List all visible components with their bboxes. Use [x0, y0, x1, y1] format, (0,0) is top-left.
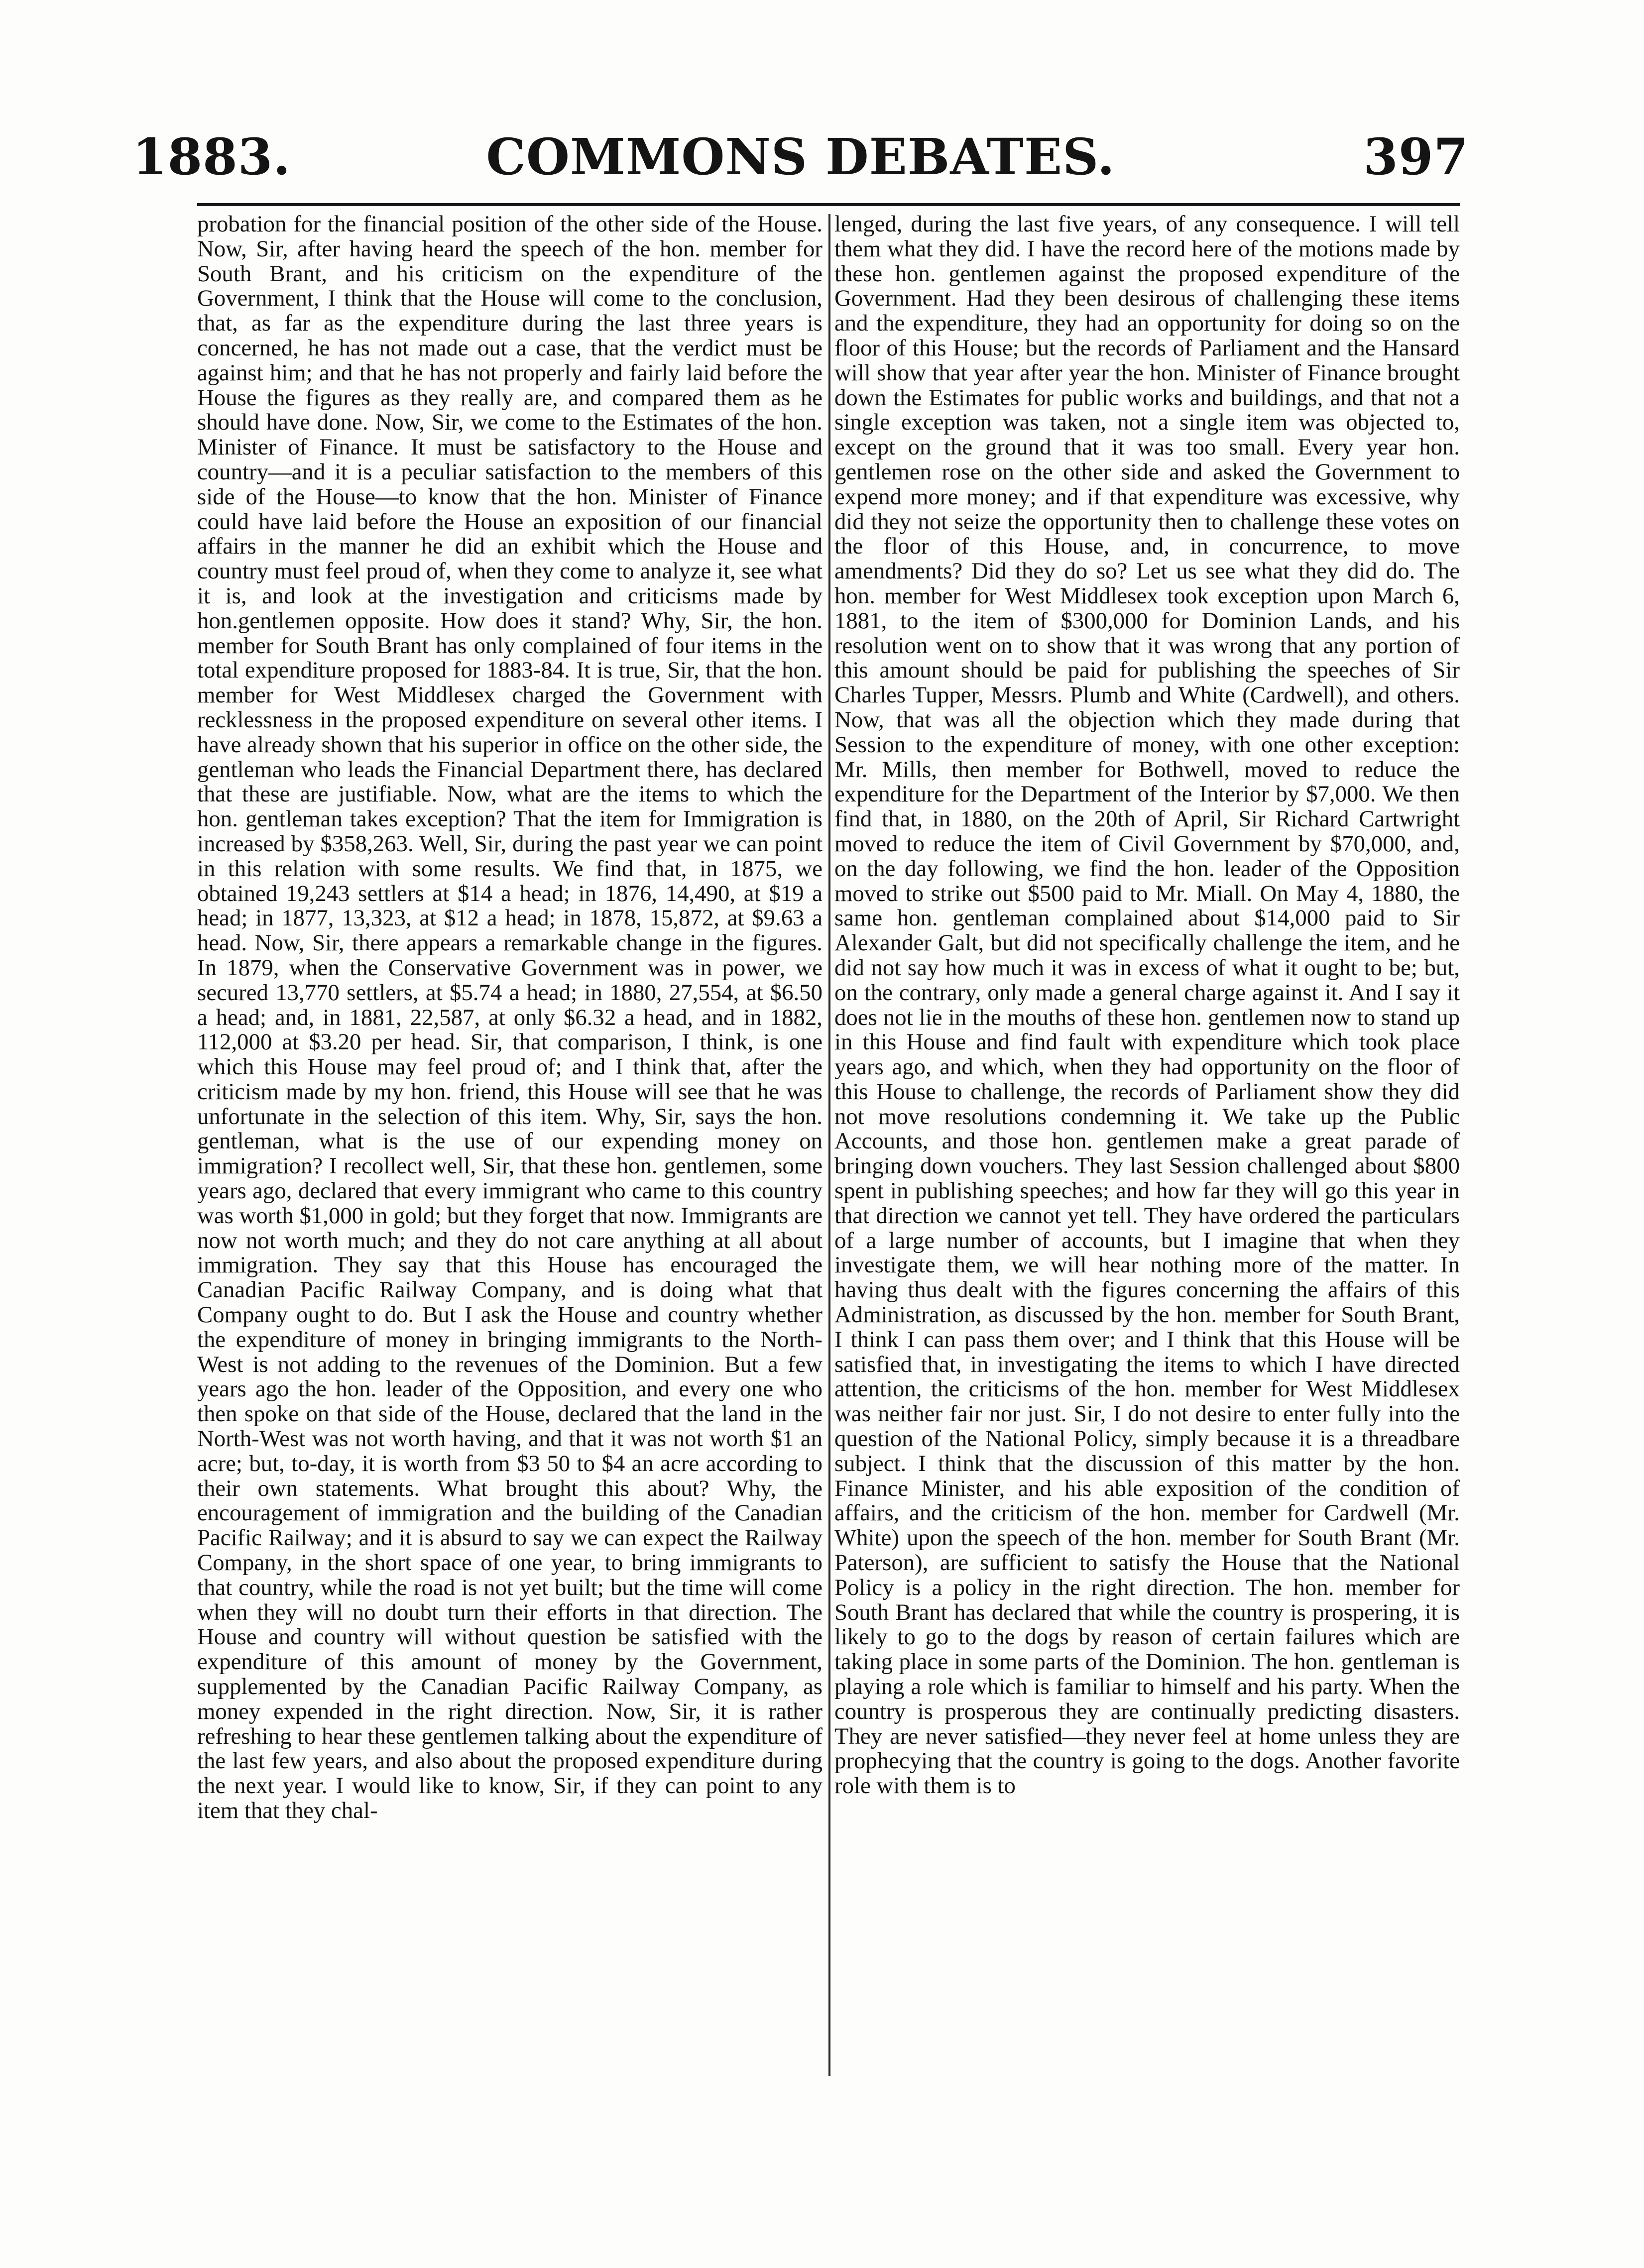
header-rule	[197, 203, 1460, 206]
page-number: 397	[1363, 127, 1469, 186]
header-title: COMMONS DEBATES.	[486, 127, 1115, 186]
running-head	[132, 119, 1469, 194]
right-column-text: lenged, during the last five years, of any consequence. I will tell them what they did. I have the record here of the motions made by these hon. gentlemen against the proposed expenditure of the Government. Had they been desirous of challenging these items and the expenditure, they had an opportunity for doing so on the floor of this House; but the records of Parliament and the Hansard will show that year after year the hon. Minister of Finance brought down the Estimates for public works and buildings, and that not a single exception was taken, not a single item was objected to, except on the ground that it was too small. Every year hon. gentlemen rose on the other side and asked the Government to expend more money; and if that expenditure was excessive, why did they not seize the opportunity then to challenge these votes on the floor of this House, and, in concurrence, to move amendments? Did they do so? Let us see what they did do. The hon. member for West Middlesex took exception upon March 6, 1881, to the item of $300,000 for Dominion Lands, and his resolution went on to show that it was wrong that any portion of this amount should be paid for publishing the speeches of Sir Charles Tupper, Messrs. Plumb and White (Cardwell), and others. Now, that was all the objection which they made during that Session to the expenditure of money, with one other exception: Mr. Mills, then member for Bothwell, moved to reduce the expenditure for the Department of the Interior by $7,000. We then find that, in 1880, on the 20th of April, Sir Richard Cartwright moved to reduce the item of Civil Government by $70,000, and, on the day following, we find the hon. leader of the Opposition moved to strike out $500 paid to Mr. Miall. On May 4, 1880, the same hon. gentleman complained about $14,000 paid to Sir Alexander Galt, but did not specifically challenge the item, and he did not say how much it was in excess of what it ought to be; but, on the contrary, only made a general charge against it. And I say it does not lie in the mouths of these hon. gentlemen now to stand up in this House and find fault with expenditure which took place years ago, and which, when they had opportunity on the floor of this House to challenge, the records of Parliament show they did not move resolutions condemning it. We take up the Public Accounts, and those hon. gentlemen make a great parade of bringing down vouchers. They last Session challenged about $800 spent in publishing speeches; and how far they will go this year in that direction we cannot yet tell. They have ordered the particulars of a large number of accounts, but I imagine that when they investigate them, we will hear nothing more of the matter. In having thus dealt with the figures concerning the affairs of this Administration, as discussed by the hon. member for South Brant, I think I can pass them over; and I think that this House will be satisfied that, in investigating the items to which I have directed attention, the criticisms of the hon. member for West Middlesex was neither fair nor just. Sir, I do not desire to enter fully into the question of the National Policy, simply because it is a threadbare subject. I think that the discussion of this matter by the hon. Finance Minister, and his able exposition of the condition of affairs, and the criticism of the hon. member for Cardwell (Mr. White) upon the speech of the hon. member for South Brant (Mr. Paterson), are sufficient to satisfy the House that the National Policy is a policy in the right direction. The hon. member for South Brant has declared that while the country is prospering, it is likely to go to the dogs by reason of certain failures which are taking place in some parts of the Dominion. The hon. gentleman is playing a role which is familiar to himself and his party. When the country is prosperous they are continually predicting disasters. They are never satisfied—they never feel at home unless they are prophecying that the country is going to the dogs. Another favorite role with them is to	[834, 212, 1460, 1799]
left-column	[197, 212, 822, 2084]
column-divider	[828, 214, 830, 2076]
right-column	[834, 212, 1460, 2084]
left-column-text: probation for the financial position of the other side of the House. Now, Sir, after having heard the speech of the hon. member for South Brant, and his criticism on the expenditure of the Government, I think that the House will come to the conclusion, that, as far as the expenditure during the last three years is concerned, he has not made out a case, that the verdict must be against him; and that he has not properly and fairly laid before the House the figures as they really are, and compared them as he should have done. Now, Sir, we come to the Estimates of the hon. Minister of Finance. It must be satisfactory to the House and country—and it is a peculiar satisfaction to the members of this side of the House—to know that the hon. Minister of Finance could have laid before the House an exposition of our financial affairs in the manner he did an exhibit which the House and country must feel proud of, when they come to analyze it, see what it is, and look at the investigation and criticisms made by hon.gentlemen opposite. How does it stand? Why, Sir, the hon. member for South Brant has only complained of four items in the total expenditure proposed for 1883-84. It is true, Sir, that the hon. member for West Middlesex charged the Government with recklessness in the proposed expenditure on several other items. I have already shown that his superior in office on the other side, the gentleman who leads the Financial Department there, has declared that these are justifiable. Now, what are the items to which the hon. gentleman takes exception? That the item for Immigration is increased by $358,263. Well, Sir, during the past year we can point in this relation with some results. We find that, in 1875, we obtained 19,243 settlers at $14 a head; in 1876, 14,490, at $19 a head; in 1877, 13,323, at $12 a head; in 1878, 15,872, at $9.63 a head. Now, Sir, there appears a remarkable change in the figures. In 1879, when the Conservative Government was in power, we secured 13,770 settlers, at $5.74 a head; in 1880, 27,554, at $6.50 a head; and, in 1881, 22,587, at only $6.32 a head, and in 1882, 112,000 at $3.20 per head. Sir, that comparison, I think, is one which this House may feel proud of; and I think that, after the criticism made by my hon. friend, this House will see that he was unfortunate in the selection of this item. Why, Sir, says the hon. gentleman, what is the use of our expending money on immigration? I recollect well, Sir, that these hon. gentlemen, some years ago, declared that every immigrant who came to this country was worth $1,000 in gold; but they forget that now. Immigrants are now not worth much; and they do not care anything at all about immigration. They say that this House has encouraged the Canadian Pacific Railway Company, and is doing what that Company ought to do. But I ask the House and country whether the expenditure of money in bringing immigrants to the North-West is not adding to the revenues of the Dominion. But a few years ago the hon. leader of the Opposition, and every one who then spoke on that side of the House, declared that the land in the North-West was not worth having, and that it was not worth $1 an acre; but, to-day, it is worth from $3 50 to $4 an acre according to their own statements. What brought this about? Why, the encouragement of immigration and the building of the Canadian Pacific Railway; and it is absurd to say we can expect the Railway Company, in the short space of one year, to bring immigrants to that country, while the road is not yet built; but the time will come when they will no doubt turn their efforts in that direction. The House and country will without question be satisfied with the expenditure of this amount of money by the Government, supplemented by the Canadian Pacific Railway Company, as money expended in the right direction. Now, Sir, it is rather refreshing to hear these gentlemen talking about the expenditure of the last few years, and also about the proposed expenditure during the next year. I would like to know, Sir, if they can point to any item that they chal-	[197, 212, 822, 1823]
header-year: 1883.	[132, 127, 291, 186]
